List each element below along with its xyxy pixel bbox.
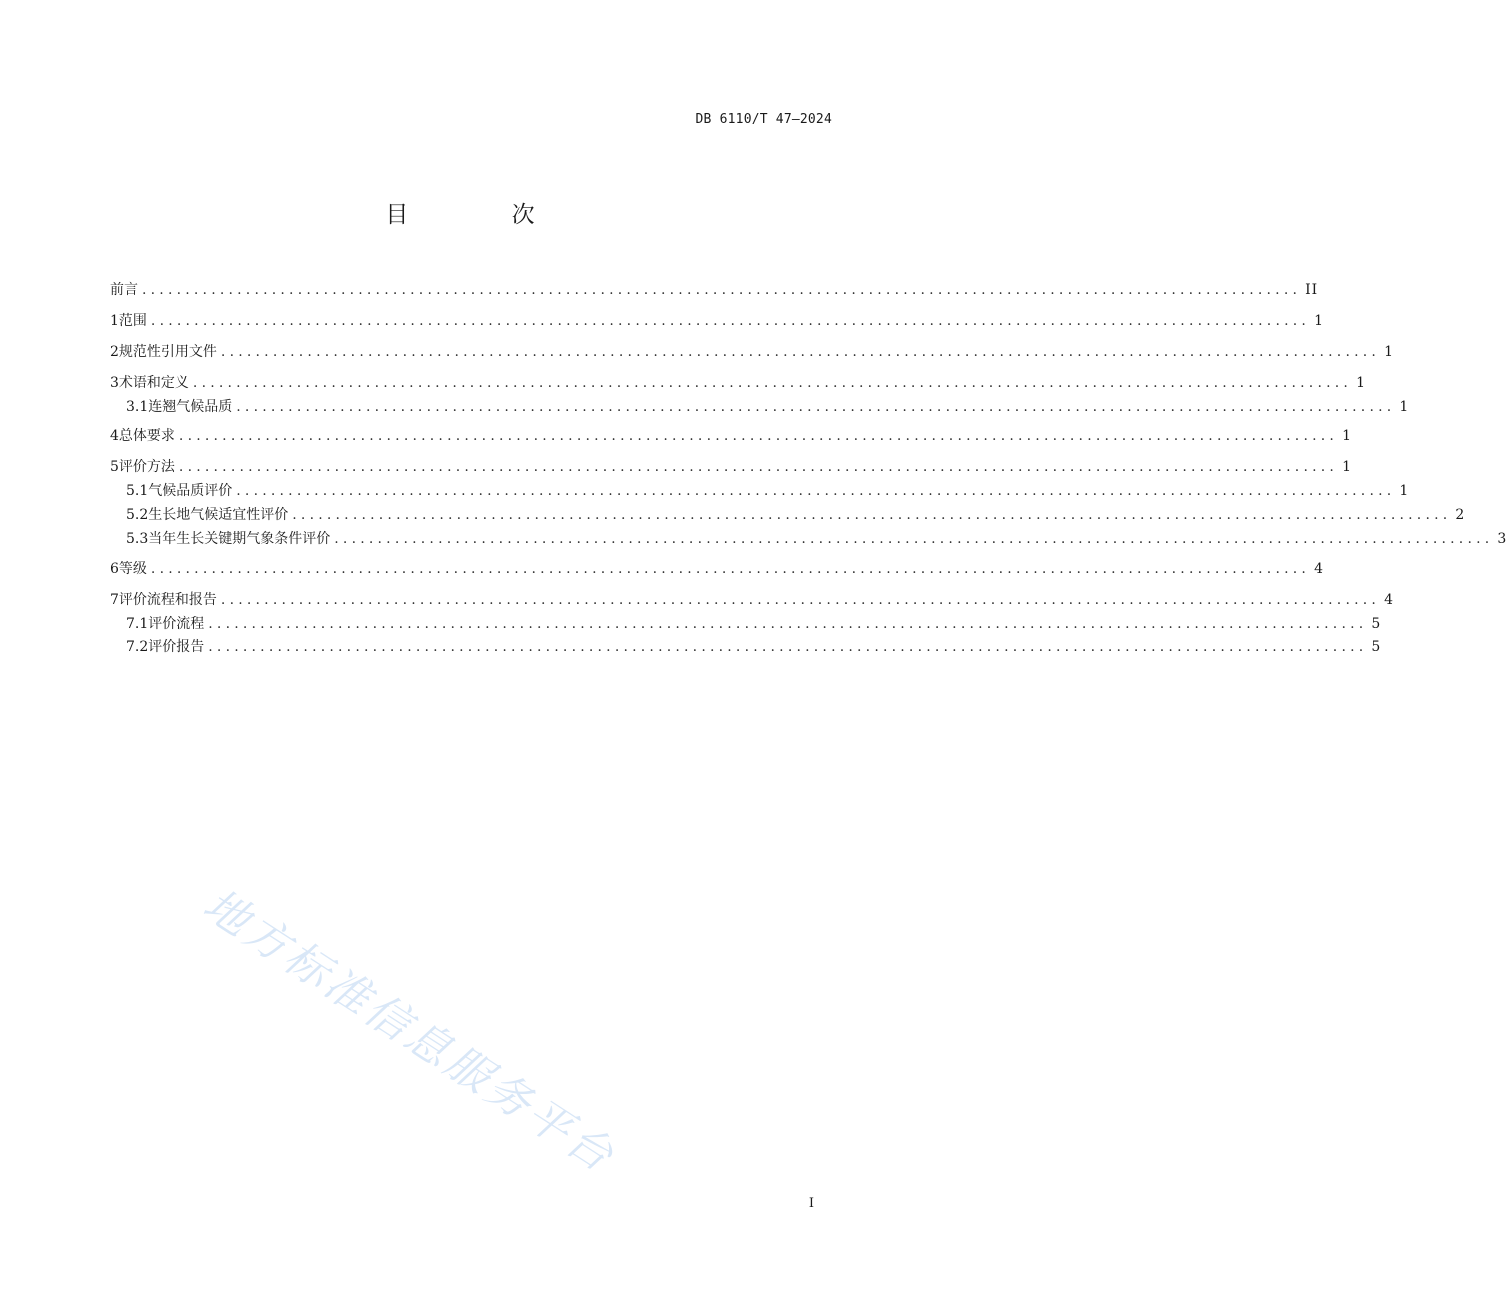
toc-entry-3[interactable] [110, 373, 1366, 393]
toc-entry-title: 范围 [118, 313, 147, 329]
page-number: I [808, 1196, 814, 1211]
dot-leader: ...................................................................................................................................... [220, 344, 1381, 360]
toc-entry-number: 3 [110, 375, 119, 391]
toc-entry-number: 7.2 [126, 639, 149, 655]
watermark: 地方标准信息服务平台 [194, 879, 625, 1184]
toc-entry-number: 3.1 [126, 399, 149, 415]
toc-entry-title: 总体要求 [118, 428, 175, 444]
toc-entry-title: 评价方法 [118, 459, 175, 475]
dot-leader: ...................................................................................................................................... [208, 616, 1368, 632]
dot-leader: ...................................................................................................................................... [220, 592, 1381, 608]
dot-leader: ...................................................................................................................................... [334, 531, 1494, 547]
toc-entry-number: 5.1 [126, 483, 149, 499]
toc-entry-page: 1 [1342, 428, 1352, 444]
dot-leader: ...................................................................................................................................... [236, 399, 1396, 415]
toc-entry-preface[interactable] [110, 280, 1319, 300]
toc-entry-page: 4 [1314, 561, 1324, 577]
toc-entry-page: II [1305, 282, 1319, 298]
dot-leader: ...................................................................................................................................... [208, 639, 1368, 655]
toc-entry-3-1[interactable] [110, 397, 1410, 417]
toc-entry-number: 6 [110, 561, 119, 577]
toc-entry-number: 5.3 [126, 531, 149, 547]
dot-leader: ...................................................................................................................................... [236, 483, 1396, 499]
toc-entry-5[interactable] [110, 457, 1352, 477]
toc-entry-title: 当年生长关键期气象条件评价 [148, 531, 331, 547]
toc-entry-page: 2 [1455, 507, 1466, 523]
dot-leader: ...................................................................................................................................... [178, 428, 1339, 444]
toc-entry-page: 1 [1384, 344, 1394, 360]
toc-entry-page: 1 [1399, 399, 1410, 415]
toc-entry-number: 7.1 [126, 616, 149, 632]
toc-entry-page: 5 [1371, 616, 1382, 632]
dot-leader: ...................................................................................................................................... [192, 375, 1353, 391]
dot-leader: ...................................................................................................................................... [178, 459, 1339, 475]
toc-entry-number: 5 [110, 459, 119, 475]
toc-entry-number: 5.2 [126, 507, 149, 523]
standard-code: DB 6110/T 47—2024 [695, 112, 832, 127]
toc-entry-title: 评价流程和报告 [118, 592, 217, 608]
toc-entry-number: 7 [110, 592, 119, 608]
toc-entry-page: 1 [1356, 375, 1366, 391]
toc-entry-title: 气候品质评价 [148, 483, 233, 499]
dot-leader: ...................................................................................................................................... [150, 561, 1311, 577]
toc-entry-7[interactable] [110, 590, 1394, 610]
toc-entry-number: 2 [110, 344, 119, 360]
toc-entry-1[interactable] [110, 311, 1324, 331]
toc-entry-4[interactable] [110, 426, 1352, 446]
dot-leader: ...................................................................................................................................... [292, 507, 1452, 523]
toc-entry-7-2[interactable] [110, 637, 1382, 657]
toc-entry-title: 规范性引用文件 [118, 344, 217, 360]
page-title: 目 次 [385, 202, 583, 228]
toc-entry-title: 评价流程 [148, 616, 205, 632]
toc-entry-7-1[interactable] [110, 614, 1382, 634]
toc-entry-title: 评价报告 [148, 639, 205, 655]
toc-entry-number: 4 [110, 428, 119, 444]
dot-leader: ...................................................................................................................................... [150, 313, 1311, 329]
toc-entry-5-2[interactable] [110, 505, 1466, 525]
toc-entry-title: 术语和定义 [118, 375, 189, 391]
toc-entry-title: 连翘气候品质 [148, 399, 233, 415]
toc-entry-5-3[interactable] [110, 529, 1507, 549]
toc-entry-page: 1 [1399, 483, 1410, 499]
toc-entry-page: 1 [1342, 459, 1352, 475]
toc-entry-page: 5 [1371, 639, 1382, 655]
toc-entry-page: 1 [1314, 313, 1324, 329]
toc-entry-6[interactable] [110, 559, 1324, 579]
toc-entry-page: 4 [1384, 592, 1394, 608]
toc-entry-page: 3 [1497, 531, 1507, 547]
toc-entry-5-1[interactable] [110, 481, 1410, 501]
toc-entry-title: 等级 [118, 561, 147, 577]
toc-entry-number: 1 [110, 313, 119, 329]
dot-leader: ...................................................................................................................................... [142, 282, 1302, 298]
toc-entry-2[interactable] [110, 342, 1394, 362]
toc-entry-title: 前言 [110, 282, 138, 298]
toc-entry-title: 生长地气候适宜性评价 [148, 507, 289, 523]
